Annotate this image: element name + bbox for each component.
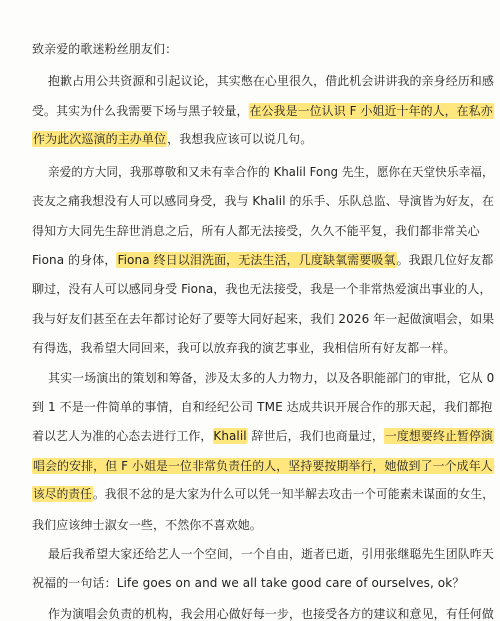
text-segment: 得知方大同先生辞世消息之后，所有人都无法接受，久久不能平复，我们都非常关心 <box>32 224 480 238</box>
text-segment: 作为演唱会负责的机构，我会用心做好每一步，也接受各方的建议和意见，有任何做 <box>48 607 494 621</box>
text-segment: 聊过，没有人可以感同身受 Fiona，我也无法接受，我是一个非常热爱演出事业的人， <box>32 282 492 296</box>
text-segment: 。我很不忿的是大家为什么可以凭一知半解去攻击一个可能素未谋面的女生， <box>92 487 495 501</box>
text-line <box>48 369 494 387</box>
text-line <box>32 222 480 240</box>
text-line <box>48 163 494 181</box>
text-segment: 其实一场演出的策划和筹备，涉及太多的人力物力，以及各职能部门的审批，它从 0 <box>48 371 495 385</box>
text-line <box>32 280 492 298</box>
text-segment: 抱歉占用公共资源和引起议论，其实憋在心里很久，借此机会讲讲我的亲身经历和感 <box>48 74 494 88</box>
highlighted-text: Fiona 终日以泪洗面，无法生活，几度缺氧需要吸氧 <box>117 253 396 267</box>
text-segment: 致亲爱的歌迷粉丝朋友们： <box>32 42 178 56</box>
text-segment: 辞世后，我们也商量过， <box>247 429 384 443</box>
text-line <box>32 574 464 592</box>
text-segment: 我们应该绅士淑女一些，不然你不喜欢她。 <box>32 518 262 532</box>
text-segment: 到 1 不是一件简单的事情，自和经纪公司 TME 达成共识开展合作的那天起，我们都抱 <box>32 400 493 414</box>
text-segment: 亲爱的方大同，我那尊敬和又未有幸合作的 Khalil Fong 先生，愿你在天堂快乐幸福， <box>48 165 494 179</box>
text-line <box>48 545 494 563</box>
text-line <box>32 40 177 58</box>
text-segment: 我与好友们甚至在去年都讨论好了要等大同好起来，我们 2026 年一起做演唱会，如果 <box>32 312 495 326</box>
highlighted-text: Khalil <box>213 429 247 443</box>
text-segment: 祝福的一句话：Life goes on and we all take good care of ourselves, ok？ <box>32 576 465 590</box>
text-line <box>32 516 262 534</box>
text-segment: 最后我希望大家还给艺人一个空间，一个自由，逝者已逝，引用张继聪先生团队昨天 <box>48 547 494 561</box>
text-segment: Fiona 的身体， <box>32 253 117 267</box>
text-line <box>32 339 456 357</box>
text-segment: ，我想我应该可以说几句。 <box>167 132 313 146</box>
text-segment: 丧友之痛我想没有人可以感同身受，我与 Khalil 的乐手、乐队总监、导演皆为好友，在 <box>32 194 494 208</box>
text-line <box>32 457 494 475</box>
highlighted-text: 在公我是一位认识 F 小姐近十年的人，在私亦 <box>249 104 493 118</box>
text-line <box>32 192 494 210</box>
text-line <box>48 72 494 90</box>
text-line <box>32 398 492 416</box>
text-line <box>48 605 494 621</box>
text-line <box>32 102 494 120</box>
highlighted-text: 该尽的责任 <box>32 487 92 501</box>
highlighted-text: 唱会的安排，但 F 小姐是一位非常负责任的人，坚持要按期举行，她做到了一个成年人 <box>32 459 493 473</box>
text-line <box>32 427 494 445</box>
text-segment: 着以艺人为准的心态去进行工作， <box>32 429 213 443</box>
highlighted-text: 作为此次巡演的主办单位 <box>33 132 167 146</box>
text-line <box>32 485 494 503</box>
text-segment: 。我跟几位好友都 <box>396 253 494 267</box>
text-line <box>32 251 493 269</box>
text-segment: 受。其实为什么我需要下场与黑子较量， <box>32 104 249 118</box>
text-line <box>32 130 312 148</box>
text-line <box>32 310 494 328</box>
highlighted-text: 一度想要终止暂停演 <box>384 429 494 443</box>
text-segment: 有得选，我希望大同回来，我可以放弃我的演艺事业，我相信所有好友都一样。 <box>32 341 456 355</box>
